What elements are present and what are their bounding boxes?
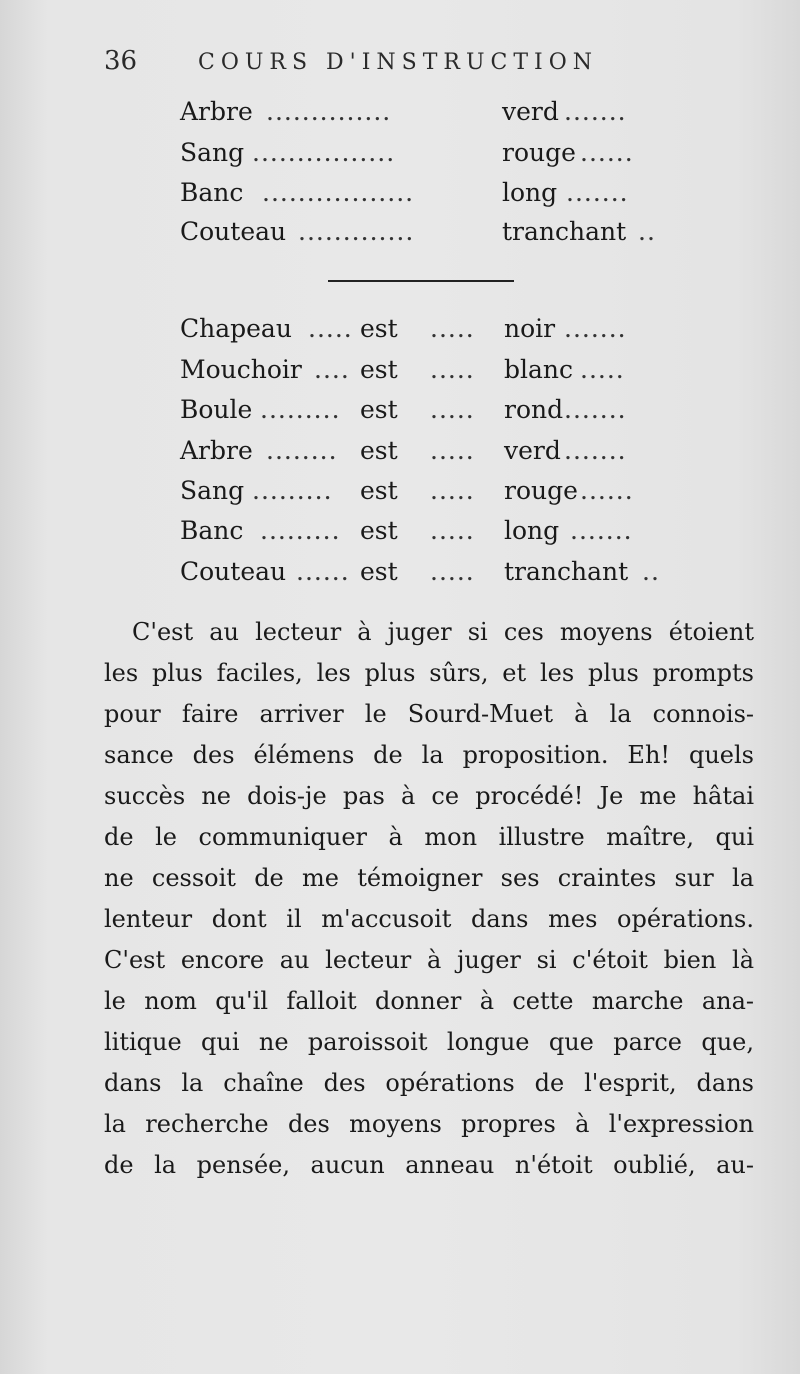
page-number: 36 bbox=[104, 46, 138, 76]
row-tail-dots: ..... bbox=[580, 355, 625, 384]
row-dots: ......... bbox=[260, 395, 341, 424]
paragraph-line: succès ne dois-je pas à ce procédé! Je me hâtai bbox=[104, 782, 754, 810]
row-dots: ..... bbox=[430, 516, 475, 545]
row-dots: ......... bbox=[252, 476, 333, 505]
row-attribute: noir bbox=[504, 314, 556, 343]
row-dots: ..... bbox=[430, 395, 475, 424]
row-verb: est bbox=[360, 436, 398, 465]
section-divider bbox=[328, 280, 514, 282]
paragraph-line: ne cessoit de me témoigner ses craintes sur la bbox=[104, 864, 754, 892]
row-tail-dots: ...... bbox=[580, 476, 634, 505]
table1-row bbox=[180, 136, 670, 170]
body-paragraph bbox=[104, 612, 754, 1186]
row-word: Sang bbox=[180, 138, 245, 167]
row-tail-dots: ....... bbox=[564, 97, 627, 126]
row-dots: ..... bbox=[430, 476, 475, 505]
row-attribute: rouge bbox=[502, 138, 576, 167]
row-tail-dots: ....... bbox=[564, 436, 627, 465]
row-attribute: long bbox=[502, 178, 558, 207]
row-dots: ...... bbox=[296, 557, 350, 586]
running-head: COURS D'INSTRUCTION bbox=[198, 50, 598, 75]
row-dots: ................ bbox=[252, 138, 396, 167]
row-tail-dots: ....... bbox=[570, 516, 633, 545]
paragraph-line: dans la chaîne des opérations de l'esprit, dans bbox=[104, 1069, 754, 1097]
row-dots: .... bbox=[314, 355, 350, 384]
row-attribute: rond bbox=[504, 395, 564, 424]
row-verb: est bbox=[360, 395, 398, 424]
row-dots: ..... bbox=[430, 557, 475, 586]
row-word: Couteau bbox=[180, 557, 287, 586]
row-verb: est bbox=[360, 314, 398, 343]
paragraph-line: les plus faciles, les plus sûrs, et les plus prompts bbox=[104, 659, 754, 687]
row-attribute: tranchant bbox=[504, 557, 629, 586]
paragraph-line: C'est au lecteur à juger si ces moyens étoient bbox=[132, 618, 754, 646]
row-verb: est bbox=[360, 355, 398, 384]
row-tail-dots: ....... bbox=[564, 314, 627, 343]
row-tail-dots: ....... bbox=[566, 178, 629, 207]
row-verb: est bbox=[360, 557, 398, 586]
row-tail-dots: .. bbox=[638, 217, 656, 246]
table2-row bbox=[180, 312, 670, 346]
row-word: Chapeau bbox=[180, 314, 292, 343]
row-dots: ............. bbox=[298, 217, 415, 246]
row-word: Couteau bbox=[180, 217, 287, 246]
row-dots: ................. bbox=[262, 178, 415, 207]
row-dots: ..... bbox=[430, 436, 475, 465]
row-verb: est bbox=[360, 516, 398, 545]
table1-row bbox=[180, 95, 670, 129]
table1-row bbox=[180, 176, 670, 210]
row-tail-dots: ....... bbox=[564, 395, 627, 424]
row-dots: ......... bbox=[260, 516, 341, 545]
row-dots: .............. bbox=[266, 97, 392, 126]
row-dots: ..... bbox=[430, 314, 475, 343]
row-tail-dots: .. bbox=[642, 557, 660, 586]
row-attribute: long bbox=[504, 516, 560, 545]
row-verb: est bbox=[360, 476, 398, 505]
row-dots: ..... bbox=[308, 314, 353, 343]
row-attribute: verd bbox=[504, 436, 561, 465]
paragraph-line: litique qui ne paroissoit longue que parce que, bbox=[104, 1028, 754, 1056]
row-word: Mouchoir bbox=[180, 355, 302, 384]
table1-row bbox=[180, 215, 670, 249]
row-word: Boule bbox=[180, 395, 253, 424]
paragraph-line: pour faire arriver le Sourd-Muet à la connois- bbox=[104, 700, 754, 728]
table2-row bbox=[180, 353, 670, 387]
paragraph-line: C'est encore au lecteur à juger si c'étoit bien là bbox=[104, 946, 754, 974]
row-dots: ..... bbox=[430, 355, 475, 384]
row-word: Arbre bbox=[180, 436, 253, 465]
row-attribute: tranchant bbox=[502, 217, 627, 246]
paragraph-line: de le communiquer à mon illustre maître, qui bbox=[104, 823, 754, 851]
paragraph-line: lenteur dont il m'accusoit dans mes opérations. bbox=[104, 905, 754, 933]
table2-row bbox=[180, 474, 670, 508]
row-tail-dots: ...... bbox=[580, 138, 634, 167]
table2-row bbox=[180, 555, 670, 589]
row-word: Sang bbox=[180, 476, 245, 505]
row-word: Arbre bbox=[180, 97, 253, 126]
paragraph-line: le nom qu'il falloit donner à cette marche ana- bbox=[104, 987, 754, 1015]
row-attribute: verd bbox=[502, 97, 559, 126]
table2-row bbox=[180, 434, 670, 468]
row-attribute: rouge bbox=[504, 476, 578, 505]
table2-row bbox=[180, 514, 670, 548]
paragraph-line: la recherche des moyens propres à l'expression bbox=[104, 1110, 754, 1138]
row-dots: ........ bbox=[266, 436, 338, 465]
paragraph-line: sance des élémens de la proposition. Eh! quels bbox=[104, 741, 754, 769]
row-word: Banc bbox=[180, 178, 244, 207]
row-word: Banc bbox=[180, 516, 244, 545]
table2-row bbox=[180, 393, 670, 427]
row-attribute: blanc bbox=[504, 355, 574, 384]
paragraph-line: de la pensée, aucun anneau n'étoit oublié, au- bbox=[104, 1151, 754, 1179]
